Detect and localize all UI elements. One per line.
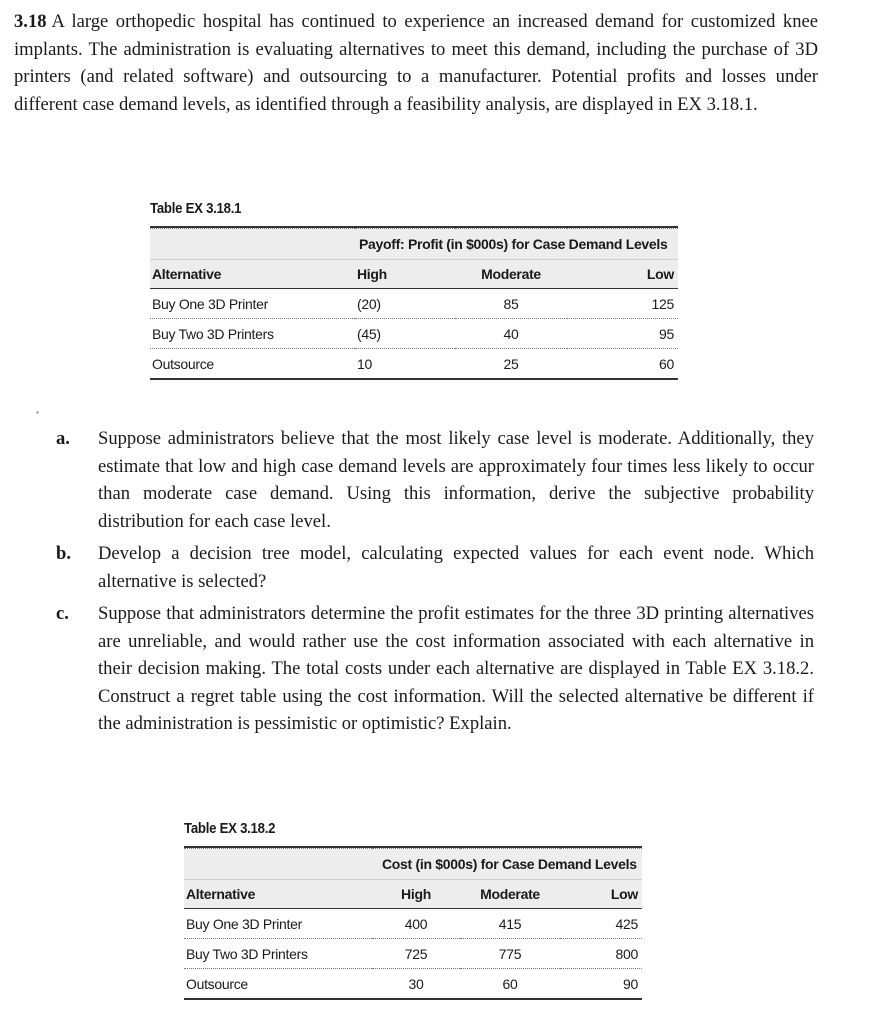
cost-table [184,846,642,1000]
table2-cell: 90 [560,969,642,1000]
table2-cell: 60 [460,969,560,1000]
stray-mark [36,411,39,414]
table1-header-high: High [355,260,455,289]
table2-cell: 30 [372,969,460,1000]
part-b [56,540,814,595]
problem-statement [14,8,818,118]
table1-header-moderate: Moderate [455,260,567,289]
table1-cell: 95 [567,319,678,349]
table2-cell: 800 [560,939,642,969]
table2-header-moderate: Moderate [460,880,560,909]
question-parts [56,425,814,743]
table-row [150,349,678,380]
table2-cell: Buy One 3D Printer [184,909,372,939]
payoff-table [150,226,678,380]
table1-cell: (20) [355,289,455,319]
part-c [56,600,814,738]
table1-cell: 40 [455,319,567,349]
table1-group-header: Payoff: Profit (in $000s) for Case Demand Levels [355,229,678,260]
table2-cell: 775 [460,939,560,969]
part-letter: c. [56,603,69,624]
table-row [184,969,642,1000]
table-row [184,909,642,939]
table1-cell: Outsource [150,349,355,380]
table1-cell: (45) [355,319,455,349]
part-letter: b. [56,543,71,564]
table2-cell: 425 [560,909,642,939]
table1-caption: Table EX 3.18.1 [150,200,242,217]
table2-header-low: Low [560,880,642,909]
table1-cell: Buy Two 3D Printers [150,319,355,349]
table1-cell: 125 [567,289,678,319]
table2-header-high: High [372,880,460,909]
part-a [56,425,814,535]
table2-group-header: Cost (in $000s) for Case Demand Levels [372,849,642,880]
table1-cell: 10 [355,349,455,380]
table-row [150,319,678,349]
part-text: Suppose administrators believe that the most likely case level is moderate. Additionally, they estimate that low and high case demand levels are approximately four times less likely to occur than moderate case demand. Using this information, derive the subjective probability distribution for each case level. [98,428,814,532]
table2-caption: Table EX 3.18.2 [184,820,276,837]
table2-cell: 415 [460,909,560,939]
table2-cell: 400 [372,909,460,939]
table2-header-alternative: Alternative [184,880,372,909]
part-text: Suppose that administrators determine the profit estimates for the three 3D printing alternatives are unreliable, and would rather use the cost information associated with each alternative in their decision making. The total costs under each alternative are displayed in Table EX 3.18.2. Construct a regret table using the cost information. Will the selected alternative be different if the administration is pessimistic or optimistic? Explain. [98,603,814,734]
table-row [184,939,642,969]
table1-cell: Buy One 3D Printer [150,289,355,319]
table1-cell: 85 [455,289,567,319]
table-row [150,289,678,319]
table2-cell: Outsource [184,969,372,1000]
part-text: Develop a decision tree model, calculating expected values for each event node. Which alternative is selected? [98,543,814,592]
table1-cell: 60 [567,349,678,380]
problem-text: A large orthopedic hospital has continued to experience an increased demand for customized knee implants. The administration is evaluating alternatives to meet this demand, including the purchase of 3D printers (and related software) and outsourcing to a manufacturer. Potential profits and losses under different case demand levels, as identified through a feasibility analysis, are displayed in EX 3.18.1. [14,11,818,115]
problem-number: 3.18 [14,11,47,32]
table1-header-alternative: Alternative [150,260,355,289]
table2-cell: 725 [372,939,460,969]
table1-header-low: Low [567,260,678,289]
table2-cell: Buy Two 3D Printers [184,939,372,969]
table1-cell: 25 [455,349,567,380]
part-letter: a. [56,428,70,449]
